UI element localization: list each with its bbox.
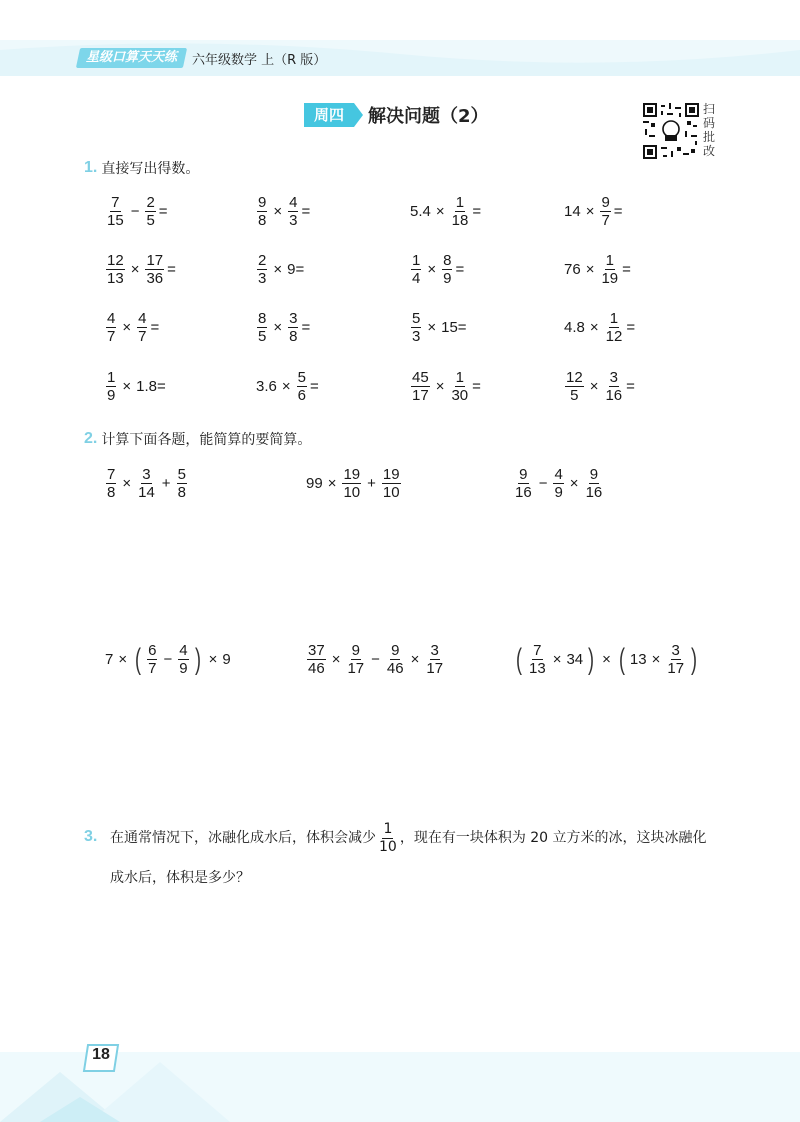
fraction — [346, 642, 365, 677]
operator: + — [367, 475, 376, 492]
fraction-denominator: 8 — [258, 212, 267, 229]
page-title: 解决问题（2） — [368, 106, 489, 127]
term: = — [622, 261, 631, 278]
calculation-item — [512, 466, 605, 501]
fraction-numerator: 12 — [566, 369, 583, 386]
fraction-denominator: 18 — [451, 212, 469, 229]
operator: × — [651, 651, 661, 668]
fraction-denominator: 19 — [601, 270, 619, 287]
section-2-heading — [84, 429, 311, 449]
oral-calc-item — [104, 369, 167, 404]
fraction — [145, 194, 155, 229]
term: 14 — [564, 203, 581, 220]
fraction-numerator: 4 — [179, 642, 188, 659]
fraction — [288, 194, 298, 229]
term: 4.8 — [564, 319, 585, 336]
term: 9= — [287, 261, 305, 278]
fraction-denominator: 14 — [138, 484, 155, 501]
term: 7 — [105, 651, 114, 668]
oral-calc-item — [409, 310, 468, 345]
fraction — [585, 466, 604, 501]
operator: × — [122, 475, 132, 492]
fraction — [257, 310, 267, 345]
oral-calc-item — [563, 194, 624, 229]
term: = — [626, 378, 635, 395]
fraction — [145, 252, 164, 287]
parenthesis: ( — [618, 642, 625, 676]
oral-calc-item — [104, 194, 169, 229]
fraction-numerator: 2 — [146, 194, 155, 211]
fraction-numerator: 1 — [107, 369, 116, 386]
fraction — [106, 252, 125, 287]
fraction-numerator: 9 — [391, 642, 400, 659]
fraction-numerator: 5 — [412, 310, 421, 327]
operator: × — [273, 261, 283, 278]
operator: × — [118, 651, 128, 668]
section-1-heading — [84, 158, 199, 178]
oral-calc-item — [255, 252, 305, 287]
fraction-denominator: 4 — [412, 270, 421, 287]
fraction-denominator: 16 — [605, 387, 623, 404]
fraction — [257, 252, 267, 287]
term: 5.4 — [410, 203, 431, 220]
parenthesis: ( — [135, 642, 142, 676]
fraction-numerator: 45 — [412, 369, 429, 386]
operator: × — [331, 651, 341, 668]
term: = — [472, 378, 481, 395]
term: = — [301, 319, 311, 336]
parenthesis: ) — [691, 642, 698, 676]
fraction-numerator: 2 — [258, 252, 267, 269]
fraction-denominator: 46 — [386, 660, 404, 677]
fraction-denominator: 17 — [667, 660, 685, 677]
calculation-item — [512, 642, 701, 677]
fraction-numerator: 3 — [142, 466, 151, 483]
fraction-denominator: 15 — [107, 212, 124, 229]
fraction-denominator: 13 — [107, 270, 124, 287]
fraction-denominator: 7 — [107, 328, 116, 345]
oral-calc-item — [563, 252, 632, 287]
term: 34 — [566, 651, 584, 668]
fraction-numerator: 3 — [430, 642, 439, 659]
fraction-numerator: 1 — [455, 194, 465, 211]
operator: × — [273, 319, 283, 336]
operator: × — [435, 378, 445, 395]
term: 99 — [306, 475, 323, 492]
fraction-denominator: 9 — [107, 387, 116, 404]
fraction — [137, 310, 147, 345]
fraction — [604, 369, 623, 404]
term: = — [158, 203, 168, 220]
operator: × — [122, 378, 132, 395]
term: = — [301, 203, 311, 220]
fraction-numerator: 19 — [343, 466, 361, 483]
oral-calc-item — [409, 369, 482, 404]
fraction-numerator: 1 — [605, 252, 614, 269]
parenthesis: ) — [194, 642, 201, 676]
fraction — [177, 466, 187, 501]
fraction — [106, 310, 116, 345]
book-title: 六年级数学 上（R 版） — [192, 53, 327, 68]
fraction-denominator: 7 — [148, 660, 157, 677]
fraction-denominator: 30 — [451, 387, 469, 404]
fraction-denominator: 5 — [146, 212, 155, 229]
oral-calc-item — [563, 310, 636, 345]
calculation-item — [305, 466, 403, 501]
fraction-denominator: 36 — [146, 270, 164, 287]
operator: × — [130, 261, 140, 278]
operator: × — [585, 203, 595, 220]
term: 76 — [564, 261, 581, 278]
fraction-numerator: 4 — [107, 310, 116, 327]
fraction-denominator: 9 — [443, 270, 452, 287]
fraction-numerator: 1 — [383, 820, 393, 837]
section-3-text-after: ，现在有一块体积为 20 立方米的冰，这块冰融化成水后，体积是多少？ — [110, 830, 707, 886]
fraction — [297, 369, 307, 404]
fraction-numerator: 7 — [533, 642, 542, 659]
term: = — [472, 203, 482, 220]
oral-calc-item — [255, 369, 320, 404]
fraction — [600, 252, 619, 287]
fraction-numerator: 6 — [148, 642, 157, 659]
section-3-fraction — [378, 821, 398, 856]
fraction — [137, 466, 156, 501]
operator: × — [208, 651, 218, 668]
fraction — [411, 369, 430, 404]
fraction-numerator: 1 — [609, 310, 619, 327]
operator: + — [161, 475, 171, 492]
term: = — [150, 319, 160, 336]
brand-tag: 星级口算天天练 — [76, 48, 187, 68]
fraction — [382, 466, 401, 501]
fraction — [425, 642, 444, 677]
fraction-denominator: 6 — [297, 387, 306, 404]
operator: × — [427, 319, 437, 336]
fraction-numerator: 4 — [138, 310, 147, 327]
oral-calc-item — [104, 252, 177, 287]
fraction-numerator: 5 — [297, 369, 306, 386]
fraction-denominator: 9 — [554, 484, 563, 501]
fraction — [106, 369, 116, 404]
operator: × — [602, 651, 611, 668]
term: 3.6 — [256, 378, 277, 395]
fraction-denominator: 8 — [177, 484, 186, 501]
section-1-number: 1. — [84, 159, 98, 176]
operator: × — [435, 203, 445, 220]
oral-calc-item — [409, 194, 482, 229]
calculation-item — [104, 642, 232, 677]
term: 13 — [629, 651, 647, 668]
qr-label: 扫码批改 — [703, 102, 716, 158]
fraction-numerator: 3 — [671, 642, 680, 659]
fraction — [411, 252, 421, 287]
fraction-numerator: 4 — [289, 194, 298, 211]
fraction-numerator: 9 — [351, 642, 360, 659]
fraction — [450, 369, 469, 404]
fraction-numerator: 8 — [443, 252, 452, 269]
term: = — [613, 203, 623, 220]
day-badge-arrow — [354, 103, 363, 127]
operator: × — [585, 261, 595, 278]
fraction — [442, 252, 452, 287]
day-badge: 周四 — [304, 103, 354, 127]
operator: − — [371, 651, 380, 668]
section-1-prompt: 直接写出得数。 — [101, 161, 200, 177]
fraction-numerator: 37 — [308, 642, 325, 659]
qr-code-icon[interactable] — [643, 103, 699, 159]
fraction-denominator: 10 — [343, 484, 361, 501]
term: = — [626, 319, 636, 336]
fraction-numerator: 9 — [519, 466, 528, 483]
operator: × — [410, 651, 420, 668]
parenthesis: ) — [588, 642, 595, 676]
fraction-numerator: 17 — [146, 252, 164, 269]
term: = — [309, 378, 319, 395]
fraction — [257, 194, 267, 229]
fraction-numerator: 9 — [589, 466, 599, 483]
fraction — [528, 642, 547, 677]
fraction-denominator: 17 — [426, 660, 444, 677]
section-3-number: 3. — [84, 828, 98, 845]
fraction-denominator: 16 — [585, 484, 603, 501]
operator: × — [327, 475, 337, 492]
oral-calc-item — [255, 310, 311, 345]
term: = — [455, 261, 465, 278]
fraction-denominator: 16 — [515, 484, 532, 501]
operator: × — [122, 319, 132, 336]
term: 9 — [222, 651, 231, 668]
term: 15= — [441, 319, 467, 336]
fraction-denominator: 10 — [382, 484, 400, 501]
fraction — [565, 369, 584, 404]
term: = — [167, 261, 176, 278]
fraction-denominator: 17 — [412, 387, 429, 404]
fraction-numerator: 9 — [258, 194, 267, 211]
operator: × — [569, 475, 579, 492]
fraction — [147, 642, 157, 677]
fraction — [288, 310, 298, 345]
operator: − — [163, 651, 173, 668]
oral-calc-item — [255, 194, 311, 229]
fraction — [514, 466, 533, 501]
fraction-numerator: 19 — [382, 466, 400, 483]
operator: × — [589, 378, 599, 395]
fraction-numerator: 1 — [455, 369, 464, 386]
fraction — [666, 642, 685, 677]
fraction-denominator: 46 — [308, 660, 325, 677]
fraction — [106, 194, 125, 229]
fraction-denominator: 10 — [379, 838, 397, 855]
operator: × — [552, 651, 562, 668]
fraction — [342, 466, 361, 501]
fraction-denominator: 7 — [138, 328, 147, 345]
fraction — [411, 310, 421, 345]
fraction — [451, 194, 470, 229]
fraction-denominator: 3 — [412, 328, 421, 345]
term: 1.8= — [136, 378, 166, 395]
fraction-denominator: 12 — [605, 328, 623, 345]
fraction-denominator: 8 — [107, 484, 116, 501]
fraction-numerator: 7 — [111, 194, 120, 211]
fraction — [178, 642, 188, 677]
operator: − — [130, 203, 140, 220]
operator: × — [273, 203, 283, 220]
fraction-numerator: 5 — [177, 466, 186, 483]
calculation-item — [104, 466, 189, 501]
fraction-numerator: 4 — [554, 466, 563, 483]
fraction — [553, 466, 563, 501]
section-3-text-before: 在通常情况下，冰融化成水后，体积会减少 — [110, 830, 376, 846]
calculation-item — [305, 642, 446, 677]
section-3-problem — [110, 818, 720, 898]
section-2-prompt: 计算下面各题，能简算的要简算。 — [101, 432, 312, 448]
operator: − — [538, 475, 548, 492]
fraction-numerator: 8 — [258, 310, 267, 327]
fraction-denominator: 5 — [258, 328, 267, 345]
fraction-denominator: 5 — [570, 387, 579, 404]
oral-calc-item — [104, 310, 160, 345]
fraction-numerator: 12 — [107, 252, 124, 269]
operator: × — [589, 319, 599, 336]
page-number: 18 — [92, 1046, 110, 1063]
fraction-numerator: 9 — [601, 194, 610, 211]
fraction — [605, 310, 624, 345]
fraction-denominator: 9 — [179, 660, 188, 677]
fraction-numerator: 7 — [107, 466, 116, 483]
operator: × — [427, 261, 437, 278]
fraction-denominator: 7 — [601, 212, 610, 229]
parenthesis: ( — [516, 642, 522, 676]
fraction — [600, 194, 610, 229]
fraction — [386, 642, 405, 677]
section-2-number: 2. — [84, 430, 98, 447]
fraction — [106, 466, 116, 501]
fraction-denominator: 3 — [258, 270, 267, 287]
fraction-numerator: 3 — [289, 310, 298, 327]
operator: × — [281, 378, 291, 395]
fraction-denominator: 13 — [529, 660, 546, 677]
fraction-denominator: 3 — [289, 212, 298, 229]
fraction-denominator: 17 — [347, 660, 365, 677]
fraction — [307, 642, 326, 677]
oral-calc-item — [409, 252, 465, 287]
oral-calc-item — [563, 369, 636, 404]
fraction-denominator: 8 — [289, 328, 298, 345]
fraction-numerator: 1 — [412, 252, 421, 269]
fraction-numerator: 3 — [609, 369, 618, 386]
